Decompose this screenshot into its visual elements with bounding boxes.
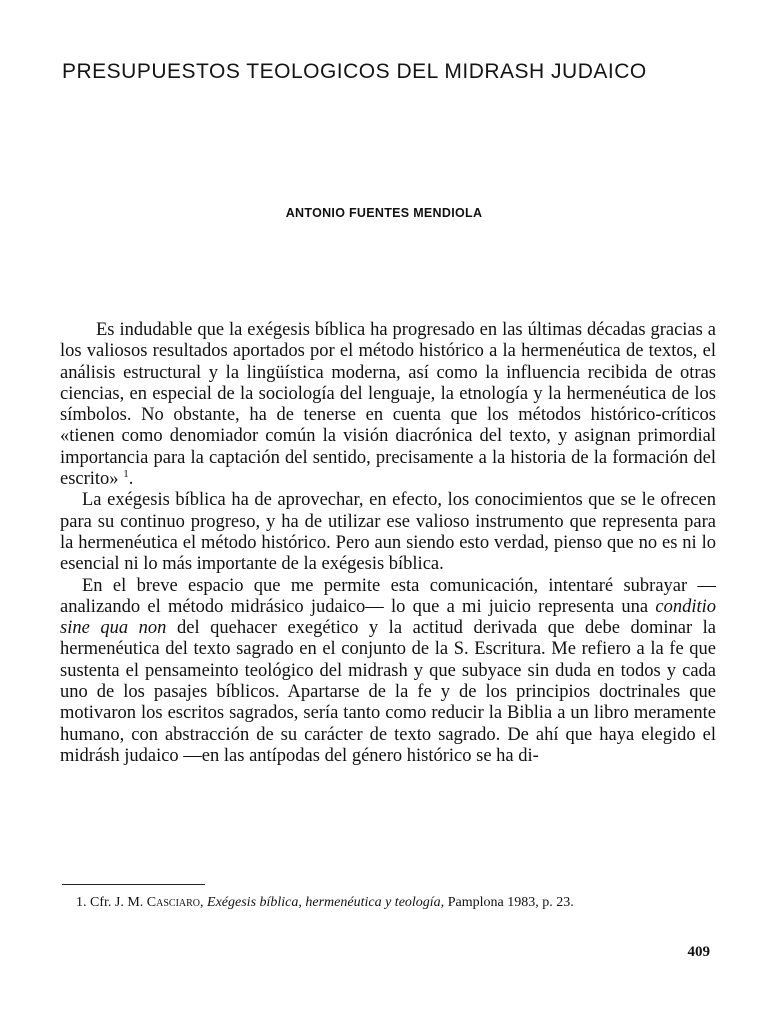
footnote-number: 1. bbox=[76, 895, 87, 910]
author-name: ANTONIO FUENTES MENDIOLA bbox=[285, 206, 483, 220]
footnote bbox=[62, 894, 717, 911]
footnote-rest: 1983, p. 23. bbox=[507, 895, 574, 910]
paragraph-1-end: . bbox=[128, 469, 134, 490]
paragraph-3 bbox=[60, 576, 716, 768]
article-title: PRESUPUESTOS TEOLOGICOS DEL MIDRASH JUDAICO bbox=[62, 60, 647, 83]
footnote-reference[interactable]: 1 bbox=[123, 467, 129, 480]
paragraph-1-text: Es indudable que la exégesis bíblica ha progresado en las últimas décadas gracias a los valiosos resultados aportados por el método histórico a la hermenéutica de textos, el análisis estructural y la lingüística moderna, así como la influencia recibida de otras ciencias, en especial de la sociología del lenguaje, la etnología y la hermenéutica de los símbolos. No obstante, ha de tenerse en cuenta que los métodos histórico-críticos «tienen como denomiador común la visión diacrónica del texto, y asignan primordial importancia para la captación del sentido, precisamente a la historia de la formación del escrito» bbox=[60, 320, 716, 490]
paragraph-1 bbox=[60, 320, 716, 490]
paragraph-3-text-b: del quehacer exegético y la actitud derivada que debe dominar la hermenéutica del texto sagrado en el conjunto de la S. Escritura. Me refiero a la fe que sustenta el pensameinto teológico del midrash y que subyace sin duda en todos y cada uno de los pasajes bíblicos. Apartarse de la fe y de los principios doctrinales que motivaron los escritos sagrados, sería tanto como reducir la Biblia a un libro meramente humano, con abstracción de su carácter de texto sagrado. De ahí que haya elegido el midrásh judaico —en las antípodas del género histórico se ha di- bbox=[60, 618, 717, 766]
footnote-place: Pamplona bbox=[447, 895, 504, 910]
footnote-work-title: Exégesis bíblica, hermenéutica y teología, bbox=[207, 895, 445, 910]
latin-phrase: conditio sine qua non bbox=[60, 596, 716, 639]
article-body bbox=[60, 320, 716, 767]
footnote-author: Casciaro, bbox=[146, 895, 204, 910]
page-number: 409 bbox=[687, 944, 710, 960]
paragraph-2 bbox=[60, 490, 716, 575]
paragraph-3-text-a: En el breve espacio que me permite esta comunicación, intentaré subrayar —analizando el método midrásico judaico— lo que a mi juicio representa una bbox=[60, 575, 716, 617]
paragraph-2-text: La exégesis bíblica ha de aprovechar, en efecto, los conocimientos que se le ofrecen para su continuo progreso, y ha de utilizar ese valioso instrumento que representa para la hermenéutica el método histórico. Pero aun siendo esto verdad, pienso que no es ni lo esencial ni lo más importante de la exégesis bíblica. bbox=[60, 490, 716, 575]
footnote-cfr: Cfr. J. M. bbox=[90, 895, 144, 910]
footnote-divider bbox=[62, 884, 205, 885]
